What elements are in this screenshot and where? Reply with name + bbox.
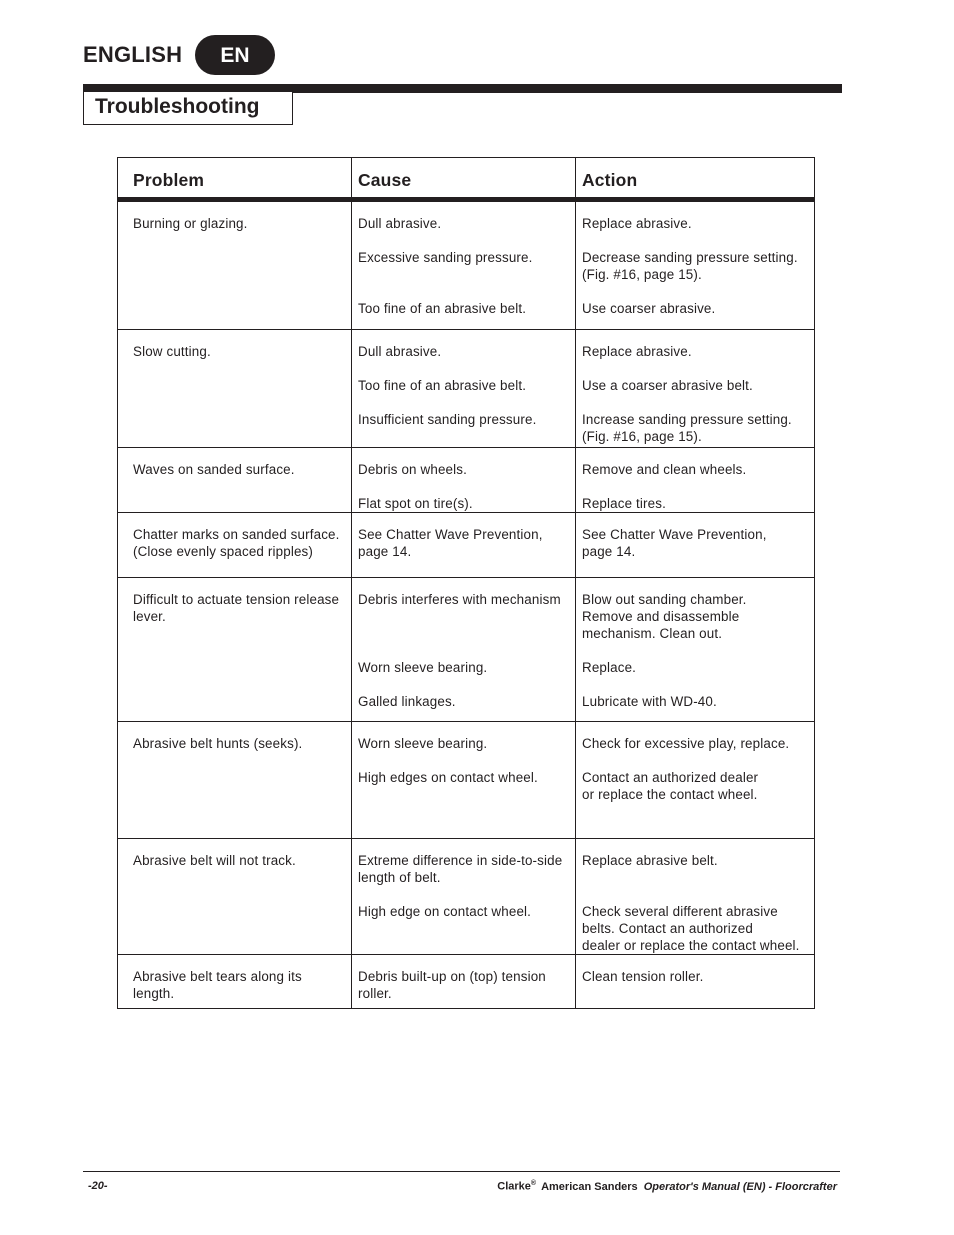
blank-line [358,886,575,903]
action-cell [576,513,815,578]
action-line: Contact an authorized dealer [582,770,759,785]
blank-line [358,478,575,495]
blank-line [582,886,814,903]
action-line: dealer or replace the contact wheel. [582,938,800,953]
blank-line [582,360,814,377]
blank-line [358,752,575,769]
problem-cell [118,839,352,955]
cause-line: Dull abrasive. [358,216,442,231]
cause-cell [352,722,576,839]
cause-line: Too fine of an abrasive belt. [358,301,527,316]
problem-cell [118,955,352,1009]
action-line: page 14. [582,544,636,559]
action-line: mechanism. Clean out. [582,626,723,641]
cause-cell [352,513,576,578]
blank-line [582,803,814,820]
action-line: or replace the contact wheel. [582,787,758,802]
cause-line: Debris interferes with mechanism [358,592,561,607]
blank-line [582,676,814,693]
blank-line [582,869,814,886]
cause-line: page 14. [358,544,412,559]
table-row [118,955,815,1009]
action-line: Use coarser abrasive. [582,301,716,316]
cause-line: Extreme difference in side-to-side [358,853,563,868]
table-body [118,200,815,1009]
cause-line: High edge on contact wheel. [358,904,532,919]
cause-line: See Chatter Wave Prevention, [358,527,543,542]
action-line: (Fig. #16, page 15). [582,429,702,444]
cause-cell [352,955,576,1009]
table-row [118,330,815,448]
problem-cell [118,578,352,722]
problem-line: Slow cutting. [133,344,211,359]
action-line: Replace abrasive. [582,344,692,359]
problem-cell [118,448,352,513]
blank-line [582,820,814,837]
cause-line: Excessive sanding pressure. [358,250,533,265]
problem-line: Waves on sanded surface. [133,462,295,477]
action-cell [576,330,815,448]
cause-line: Dull abrasive. [358,344,442,359]
problem-line: (Close evenly spaced ripples) [133,544,313,559]
cause-cell [352,839,576,955]
action-line: Lubricate with WD-40. [582,694,717,709]
cause-line: Flat spot on tire(s). [358,496,473,511]
cause-line: Worn sleeve bearing. [358,736,488,751]
cause-cell [352,578,576,722]
action-cell [576,200,815,330]
table-row [118,578,815,722]
table-row [118,839,815,955]
cause-line: Insufficient sanding pressure. [358,412,537,427]
cause-cell [352,330,576,448]
action-line: Remove and disassemble [582,609,740,624]
blank-line [358,394,575,411]
problem-line: length. [133,986,175,1001]
cause-line: Too fine of an abrasive belt. [358,378,527,393]
table-row [118,448,815,513]
column-header-problem: Problem [118,158,352,200]
blank-line [582,283,814,300]
cause-line: Worn sleeve bearing. [358,660,488,675]
action-line: belts. Contact an authorized [582,921,753,936]
language-label: ENGLISH [83,42,183,67]
action-line: Check for excessive play, replace. [582,736,790,751]
action-cell [576,839,815,955]
blank-line [358,608,575,625]
cause-cell [352,448,576,513]
blank-line [358,360,575,377]
blank-line [358,676,575,693]
column-header-action: Action [576,158,815,200]
footer-rule [83,1171,840,1172]
problem-cell [118,513,352,578]
action-cell [576,578,815,722]
problem-line: Chatter marks on sanded surface. [133,527,340,542]
blank-line [582,478,814,495]
problem-line: Difficult to actuate tension release [133,592,340,607]
language-badge: EN [195,35,275,75]
cause-line: Debris on wheels. [358,462,467,477]
problem-line: Abrasive belt tears along its [133,969,302,984]
cause-line: Galled linkages. [358,694,456,709]
problem-line: Abrasive belt will not track. [133,853,296,868]
action-line: Increase sanding pressure setting. [582,412,792,427]
problem-line: Burning or glazing. [133,216,248,231]
table-header-row [118,158,815,200]
blank-line [358,560,575,577]
action-cell [576,955,815,1009]
blank-line [358,266,575,283]
action-line: Check several different abrasive [582,904,778,919]
blank-line [582,232,814,249]
blank-line [358,283,575,300]
problem-cell [118,330,352,448]
action-line: Decrease sanding pressure setting. [582,250,798,265]
action-line: Blow out sanding chamber. [582,592,747,607]
footer-company: American Sanders [541,1180,638,1193]
action-cell [576,722,815,839]
problem-line: lever. [133,609,166,624]
action-line: Replace tires. [582,496,666,511]
action-line: See Chatter Wave Prevention, [582,527,767,542]
footer-brand: Clarke [497,1180,531,1193]
action-cell [576,448,815,513]
registered-mark: ® [530,1180,537,1187]
cause-cell [352,200,576,330]
action-line: Replace abrasive belt. [582,853,718,868]
section-title-box [83,92,293,125]
blank-line [358,232,575,249]
blank-line [582,752,814,769]
blank-line [582,642,814,659]
page-number: -20- [88,1180,108,1192]
footer-manual-title: Operator's Manual (EN) - Floorcrafter [643,1180,837,1193]
cause-line: High edges on contact wheel. [358,770,538,785]
troubleshooting-table [117,157,815,1009]
cause-line: Debris built-up on (top) tension [358,969,546,984]
table-row [118,200,815,330]
action-line: Remove and clean wheels. [582,462,747,477]
section-title: Troubleshooting [95,95,260,118]
cause-line: roller. [358,986,392,1001]
table-row [118,513,815,578]
action-line: Replace. [582,660,637,675]
footer-credit [497,1180,837,1193]
blank-line [358,625,575,642]
action-line: Clean tension roller. [582,969,704,984]
problem-cell [118,722,352,839]
action-line: (Fig. #16, page 15). [582,267,702,282]
table-row [118,722,815,839]
cause-line: length of belt. [358,870,441,885]
action-line: Replace abrasive. [582,216,692,231]
blank-line [582,394,814,411]
blank-line [358,642,575,659]
column-header-cause: Cause [352,158,576,200]
problem-cell [118,200,352,330]
action-line: Use a coarser abrasive belt. [582,378,753,393]
problem-line: Abrasive belt hunts (seeks). [133,736,303,751]
